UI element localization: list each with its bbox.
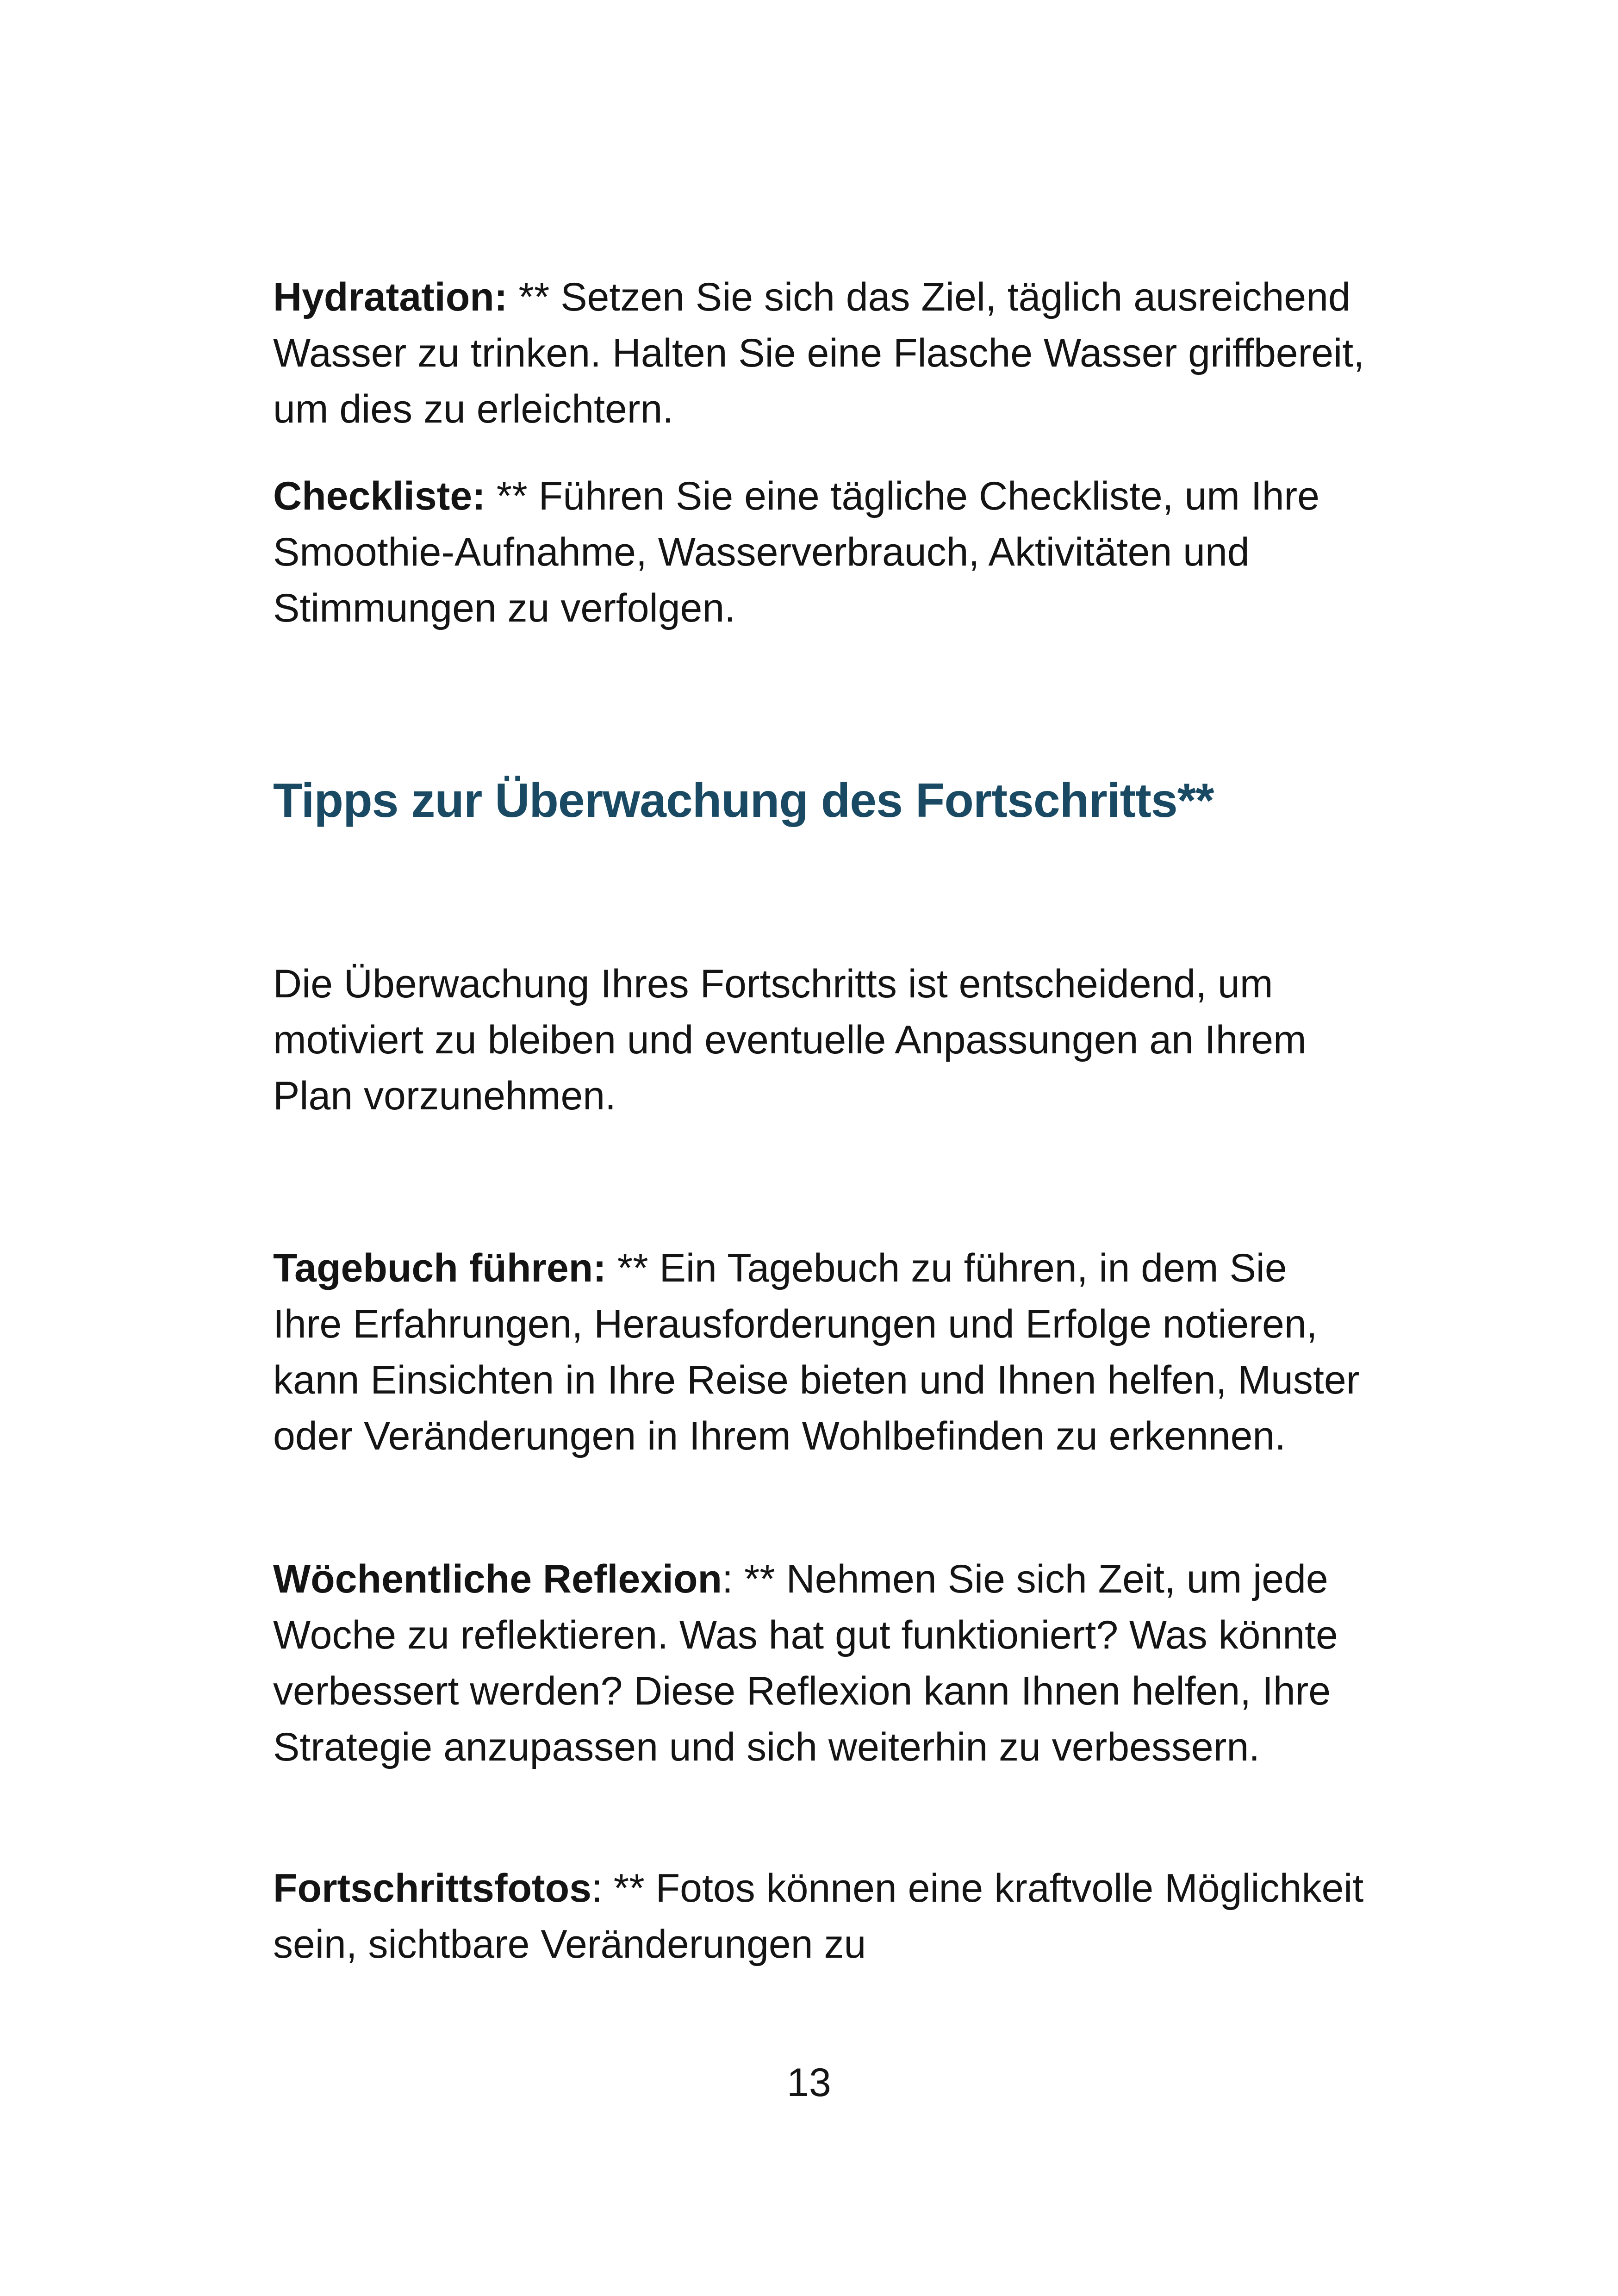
weekly-reflection-text: : ** Nehmen Sie sich Zeit, um jede Woche zu reflektieren. Was hat gut funktioniert? Was könnte verbessert werden? Diese Reflexion kann Ihnen helfen, Ihre Strategie anzupassen und sich weiterhin zu verbessern. <box>273 1557 1338 1769</box>
progress-photos-term: Fortschrittsfotos <box>273 1866 591 1910</box>
checklist-term: Checkliste: <box>273 474 485 518</box>
page-number: 13 <box>787 2060 831 2105</box>
intro-paragraph: Die Überwachung Ihres Fortschritts ist entscheidend, um motiviert zu bleiben und eventuelle Anpassungen an Ihrem Plan vorzunehmen. <box>273 962 1307 1118</box>
progress-photos-text: : ** Fotos können eine kraftvolle Möglichkeit sein, sichtbare Veränderungen zu <box>273 1866 1364 1966</box>
weekly-reflection-paragraph <box>273 1551 1365 1775</box>
weekly-reflection-term: Wöchentliche Reflexion <box>273 1557 722 1601</box>
journal-text: ** Ein Tagebuch zu führen, in dem Sie Ihre Erfahrungen, Herausforderungen und Erfolge notieren, kann Einsichten in Ihre Reise bieten und Ihnen helfen, Muster oder Veränderungen in Ihrem Wohlbefinden zu erkennen. <box>273 1246 1360 1458</box>
hydration-text: ** Setzen Sie sich das Ziel, täglich ausreichend Wasser zu trinken. Halten Sie eine Flasche Wasser griffbereit, um dies zu erleichtern. <box>273 275 1364 431</box>
checklist-paragraph <box>273 468 1365 636</box>
progress-photos-paragraph <box>273 1860 1365 1972</box>
journal-term: Tagebuch führen: <box>273 1246 606 1290</box>
hydration-term: Hydratation: <box>273 275 508 319</box>
hydration-paragraph <box>273 269 1365 437</box>
checklist-text: ** Führen Sie eine tägliche Checkliste, um Ihre Smoothie-Aufnahme, Wasserverbrauch, Aktivitäten und Stimmungen zu verfolgen. <box>273 474 1319 630</box>
journal-paragraph <box>273 1240 1365 1464</box>
section-heading: Tipps zur Überwachung des Fortschritts** <box>273 774 1214 828</box>
